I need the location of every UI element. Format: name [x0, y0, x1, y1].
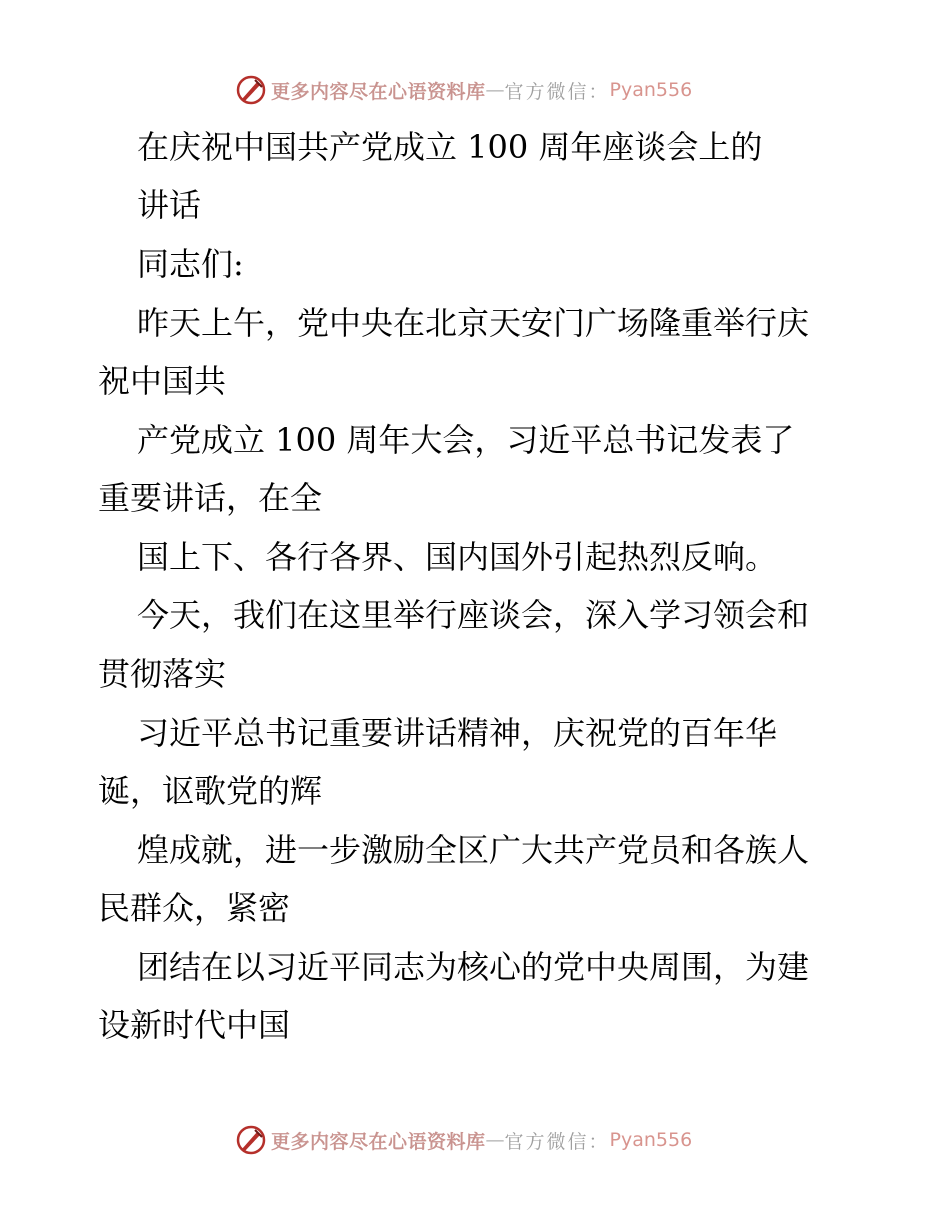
paragraph-line: 团结在以习近平同志为核心的党中央周围，为建	[137, 948, 810, 986]
watermark-brand: 更多内容尽在心语资料库	[271, 1130, 486, 1153]
paragraph-line: 设新时代中国	[98, 1006, 291, 1044]
title-line-2: 讲话	[137, 186, 202, 224]
salutation: 同志们:	[137, 245, 244, 283]
watermark-label: 官方微信：	[504, 80, 610, 103]
paragraph-line: 产党成立 100 周年大会，习近平总书记发表了	[137, 421, 795, 459]
watermark-dash: —	[485, 1129, 505, 1151]
paragraph-line: 诞，讴歌党的辉	[98, 772, 323, 810]
watermark-brand: 更多内容尽在心语资料库	[271, 80, 486, 103]
paragraph-line: 祝中国共	[98, 362, 227, 400]
quill-pen-logo-icon	[235, 1124, 267, 1156]
paragraph-line: 民群众，紧密	[98, 889, 291, 927]
paragraph-line: 国上下、各行各界、国内国外引起热烈反响。	[137, 538, 778, 576]
paragraph-line: 今天，我们在这里举行座谈会，深入学习领会和	[137, 596, 810, 634]
watermark-label: 官方微信：	[504, 1130, 610, 1153]
paragraph-line: 煌成就，进一步激励全区广大共产党员和各族人	[137, 831, 810, 869]
paragraph-line: 贯彻落实	[98, 655, 227, 693]
watermark-wechat-id: Pyan556	[609, 79, 693, 101]
watermark-dash: —	[485, 79, 505, 101]
quill-pen-logo-icon	[235, 74, 267, 106]
paragraph-line: 重要讲话，在全	[98, 479, 323, 517]
footer-watermark	[235, 1123, 692, 1157]
paragraph-line: 昨天上午，党中央在北京天安门广场隆重举行庆	[137, 304, 810, 342]
title-line-1: 在庆祝中国共产党成立 100 周年座谈会上的	[137, 128, 763, 166]
watermark-wechat-id: Pyan556	[609, 1129, 693, 1151]
header-watermark	[235, 73, 692, 107]
paragraph-line: 习近平总书记重要讲话精神，庆祝党的百年华	[137, 714, 778, 752]
